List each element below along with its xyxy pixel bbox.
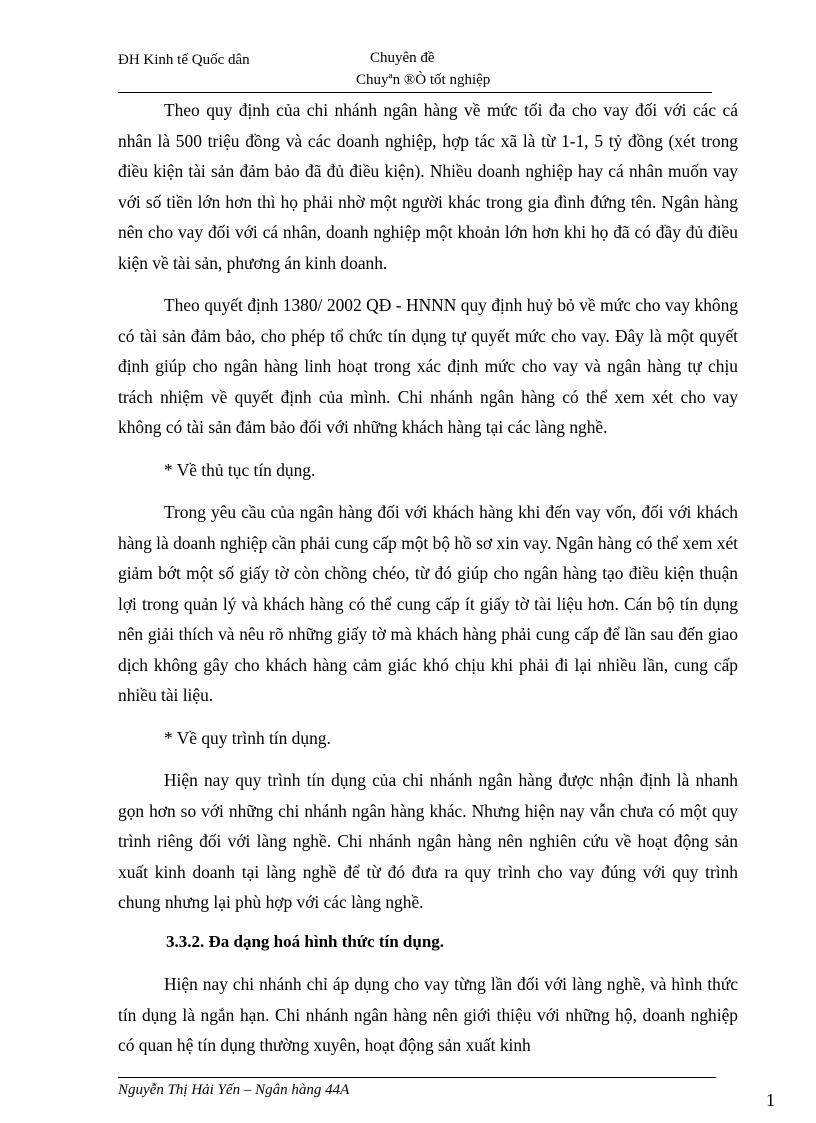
paragraph-procedure: Trong yêu cầu của ngân hàng đối với khách hàng khi đến vay vốn, đối với khách hàng là doanh nghiệp cần phải cung cấp một bộ hồ sơ xin vay. Ngân hàng có thể xem xét giảm bớt một số giấy tờ còn chồng chéo, từ đó giúp cho ngân hàng tạo điều kiện thuận lợi trong quản lý và khách hàng có thể cung cấp ít giấy tờ tài liệu hơn. Cán bộ tín dụng nên giải thích và nêu rõ những giấy tờ mà khách hàng phải cung cấp để lần sau đến giao dịch không gây cho khách hàng cảm giác khó chịu khi phải đi lại nhiều lần, cung cấp nhiều tài liệu.: [118, 502, 738, 705]
paragraph-diversify: Hiện nay chi nhánh chỉ áp dụng cho vay từng lần đối với làng nghề, và hình thức tín dụng là ngắn hạn. Chi nhánh ngân hàng nên giới thiệu với những hộ, doanh nghiệp có quan hệ tín dụng thường xuyên, hoạt động sản xuất kinh: [118, 974, 738, 1055]
paragraph-process-heading: * Về quy trình tín dụng.: [164, 727, 331, 748]
header-divider: [118, 92, 712, 93]
header-doc-type: Chuyên đề: [370, 50, 435, 66]
footer-author: Nguyễn Thị Hải Yến – Ngân hàng 44A: [118, 1082, 350, 1098]
header-university: ĐH Kinh tế Quốc dân: [118, 52, 250, 68]
footer-divider: [118, 1077, 716, 1078]
paragraph-decision-1380: Theo quyết định 1380/ 2002 QĐ - HNNN quy định huỷ bỏ về mức cho vay không có tài sản đảm bảo, cho phép tổ chức tín dụng tự quyết mức cho vay. Đây là một quyết định giúp cho ngân hàng linh hoạt trong xác định mức cho vay và ngân hàng tự chịu trách nhiệm về quyết định của mình. Chi nhánh ngân hàng có thể xem xét cho vay không có tài sản đảm bảo đối với những khách hàng tại các làng nghề.: [118, 295, 738, 437]
paragraph-procedure-heading: * Về thủ tục tín dụng.: [164, 459, 316, 480]
paragraph-process: Hiện nay quy trình tín dụng của chi nhánh ngân hàng được nhận định là nhanh gọn hơn so với những chi nhánh ngân hàng khác. Nhưng hiện nay vẫn chưa có một quy trình riêng đối với làng nghề. Chi nhánh ngân hàng nên nghiên cứu về hoạt động sản xuất kinh doanh tại làng nghề để từ đó đưa ra quy trình cho vay đúng với quy trình chung nhưng lại phù hợp với các làng nghề.: [118, 770, 738, 912]
page-number: 1: [766, 1090, 775, 1110]
section-heading: 3.3.2. Đa dạng hoá hình thức tín dụng.: [166, 931, 445, 951]
paragraph-loan-limits: Theo quy định của chi nhánh ngân hàng về mức tối đa cho vay đối với các cá nhân là 500 triệu đồng và các doanh nghiệp, hợp tác xã là từ 1-1, 5 tỷ đồng (xét trong điều kiện tài sản đảm bảo đã đủ điều kiện). Nhiều doanh nghiệp hay cá nhân muốn vay với số tiền lớn hơn thì họ phải nhờ một người khác trong gia đình đứng tên. Ngân hàng nên cho vay đối với cá nhân, doanh nghiệp một khoản lớn hơn khi họ đã có đầy đủ điều kiện về tài sản, phương án kinh doanh.: [118, 100, 738, 273]
page-header: [118, 48, 706, 94]
document-body: [118, 95, 738, 1061]
header-doc-subtitle: Chuyªn ®Ò tốt nghiệp: [356, 72, 491, 88]
